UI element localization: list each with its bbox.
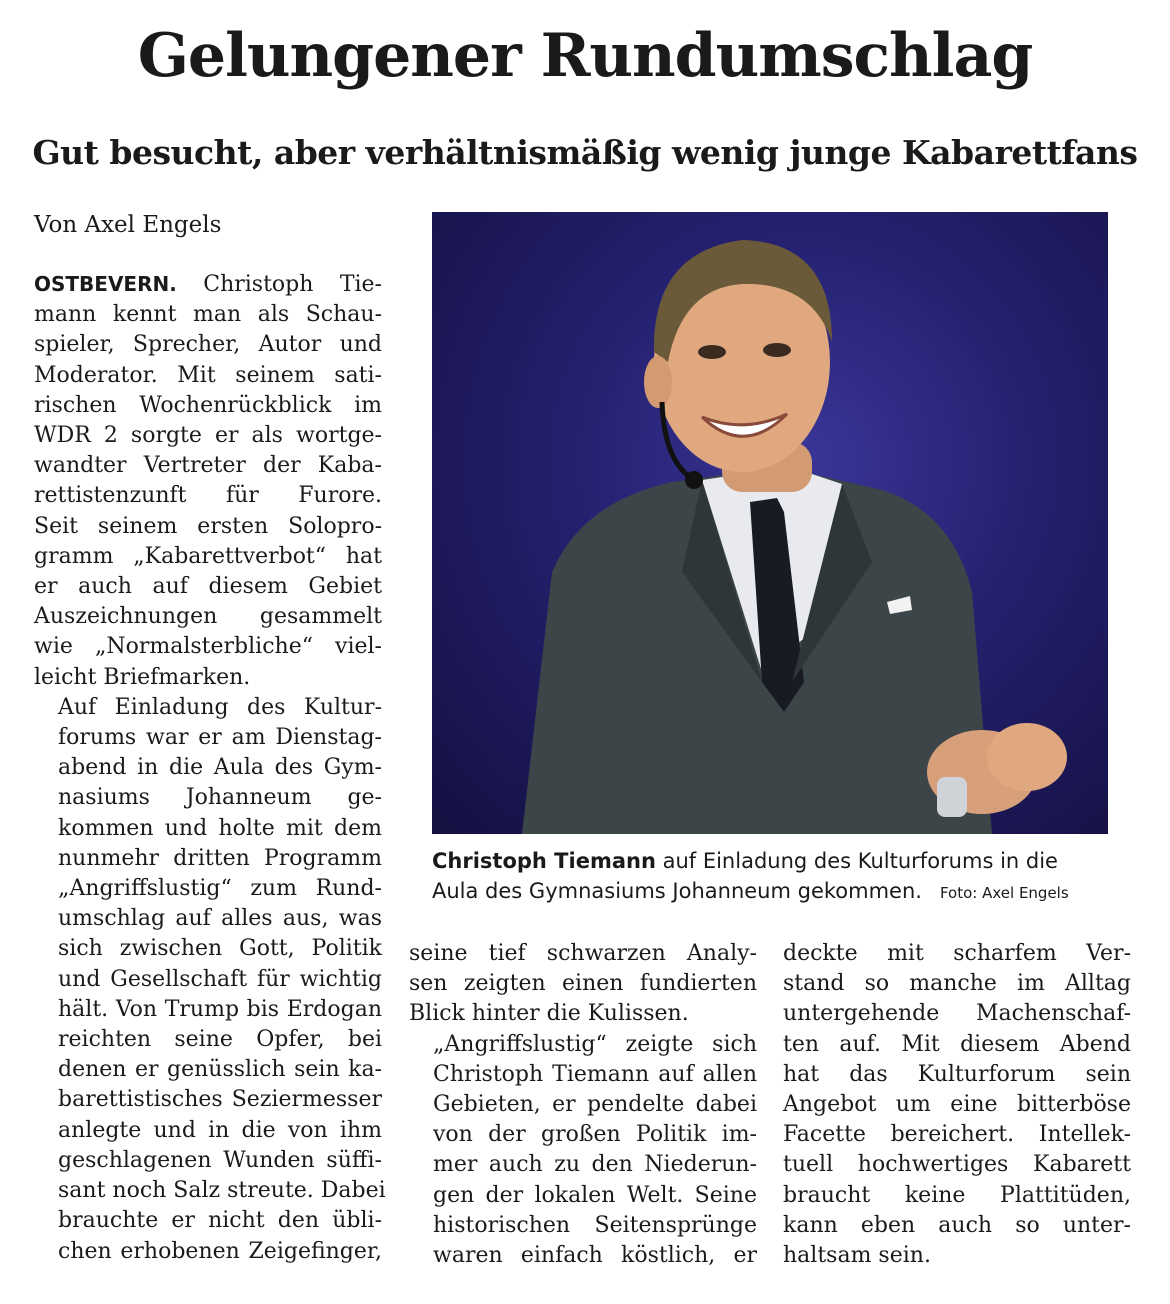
text-line: anlegte und in die von ihm <box>58 1117 382 1143</box>
article-column-1 <box>34 269 386 1267</box>
caption-name: Christoph Tiemann <box>432 849 656 873</box>
text-line: seine tief schwarzen Analy- <box>409 941 757 966</box>
text-line: umschlag auf alles aus, was <box>58 906 382 932</box>
headline: Gelungener Rundumschlag <box>137 21 1033 91</box>
text-line: Moderator. Mit seinem sati- <box>34 362 382 388</box>
text-line: mer auch zu den Niederun- <box>433 1152 757 1178</box>
text-line: sen zeigten einen fundierten <box>409 971 757 997</box>
text-line: kann eben auch so unter- <box>783 1212 1131 1238</box>
subheadline: Gut besucht, aber verhältnismäßig wenig junge Kabarettfans <box>32 133 1138 172</box>
text-line: Auf Einladung des Kultur- <box>58 694 382 720</box>
text-line: hält. Von Trump bis Erdogan <box>58 996 382 1022</box>
dateline: OSTBEVERN. <box>34 272 177 296</box>
text-line: rettistenzunft für Furore. <box>34 483 382 509</box>
text-line: reichten seine Opfer, bei <box>58 1027 382 1053</box>
text-line: stand so manche im Alltag <box>783 971 1131 997</box>
text-line: Gebieten, er pendelte dabei <box>433 1092 757 1118</box>
hand-right <box>987 723 1067 791</box>
text-line: tuell hochwertiges Kabarett <box>783 1152 1131 1178</box>
ear <box>644 356 672 408</box>
text-line: braucht keine Plattitüden, <box>783 1182 1131 1208</box>
byline: Von Axel Engels <box>34 212 222 238</box>
photo-caption <box>432 846 1108 908</box>
text-line: nasiums Johanneum ge- <box>58 785 382 811</box>
text-line: nunmehr dritten Programm <box>58 845 382 871</box>
text-line: abend in die Aula des Gym- <box>58 755 382 781</box>
text-line: forums war er am Dienstag- <box>58 725 382 751</box>
right-eye <box>763 343 791 357</box>
text-line: wandter Vertreter der Kaba- <box>34 453 382 479</box>
text-line: gen der lokalen Welt. Seine <box>433 1182 757 1208</box>
text-line: Blick hinter die Kulissen. <box>409 1001 689 1027</box>
text-line: leicht Briefmarken. <box>34 664 251 690</box>
caption-text: auf Einladung des Kulturforums in die Aula des Gymnasiums Johanneum gekommen. <box>432 849 1058 903</box>
mic-tip <box>685 471 703 489</box>
text-line: hat das Kulturforum sein <box>783 1061 1131 1087</box>
text-line: sich zwischen Gott, Politik <box>58 936 382 962</box>
article-photo <box>432 212 1108 834</box>
article-column-3 <box>783 939 1131 1271</box>
paragraph-5 <box>783 939 1131 1271</box>
text-line: rischen Wochenrückblick im <box>34 392 382 418</box>
text-line: historischen Seitensprünge <box>433 1212 757 1238</box>
text-line: deckte mit scharfem Ver- <box>783 941 1131 966</box>
text-line: untergehende Machenschaf- <box>783 1001 1131 1027</box>
text-line: haltsam sein. <box>783 1243 931 1269</box>
paragraph-2 <box>34 693 386 1267</box>
text-line: mann kennt man als Schau- <box>34 302 382 328</box>
text-line: ten auf. Mit diesem Abend <box>783 1031 1131 1057</box>
text-line: brauchte er nicht den übli- <box>58 1208 382 1234</box>
text-line: Auszeichnungen gesammelt <box>34 604 382 630</box>
text-line: geschlagenen Wunden süffi- <box>58 1147 382 1173</box>
text-line: er auch auf diesem Gebiet <box>34 574 382 600</box>
text-line: sant noch Salz streute. Dabei <box>58 1178 386 1204</box>
text-line: Christoph Tiemann auf allen <box>433 1061 757 1087</box>
text-line: „Angriffslustig“ zeigte sich <box>433 1031 757 1057</box>
text-line: und Gesellschaft für wichtig <box>58 966 382 992</box>
paragraph-3 <box>409 939 757 1030</box>
text-line: Seit seinem ersten Solopro- <box>34 513 382 539</box>
text-line: spieler, Sprecher, Autor und <box>34 332 382 358</box>
paragraph-1 <box>34 269 382 693</box>
text-line: von der großen Politik im- <box>433 1122 757 1148</box>
text-line: barettistisches Seziermesser <box>58 1087 382 1113</box>
text-line: gramm „Kabarettverbot“ hat <box>34 543 382 569</box>
left-eye <box>698 345 726 359</box>
photo-credit: Foto: Axel Engels <box>939 884 1069 902</box>
text-line: WDR 2 sorgte er als wortge- <box>34 423 382 449</box>
text-line: OSTBEVERN. Christoph Tie- <box>34 272 382 297</box>
performer-illustration <box>432 212 1108 834</box>
text-line: „Angriffslustig“ zum Rund- <box>58 876 382 902</box>
text-line: Angebot um eine bitterböse <box>783 1092 1131 1118</box>
text-line: kommen und holte mit dem <box>58 815 382 841</box>
text-line: Facette bereichert. Intellek- <box>783 1122 1131 1148</box>
paragraph-4 <box>409 1030 757 1272</box>
text-line: wie „Normalsterbliche“ viel- <box>34 634 382 660</box>
article-column-2 <box>409 939 757 1271</box>
text-line: waren einfach köstlich, er <box>433 1243 757 1269</box>
text-line: chen erhobenen Zeigefinger, <box>58 1238 382 1264</box>
wristwatch <box>937 777 967 817</box>
text-line: denen er genüsslich sein ka- <box>58 1057 382 1083</box>
